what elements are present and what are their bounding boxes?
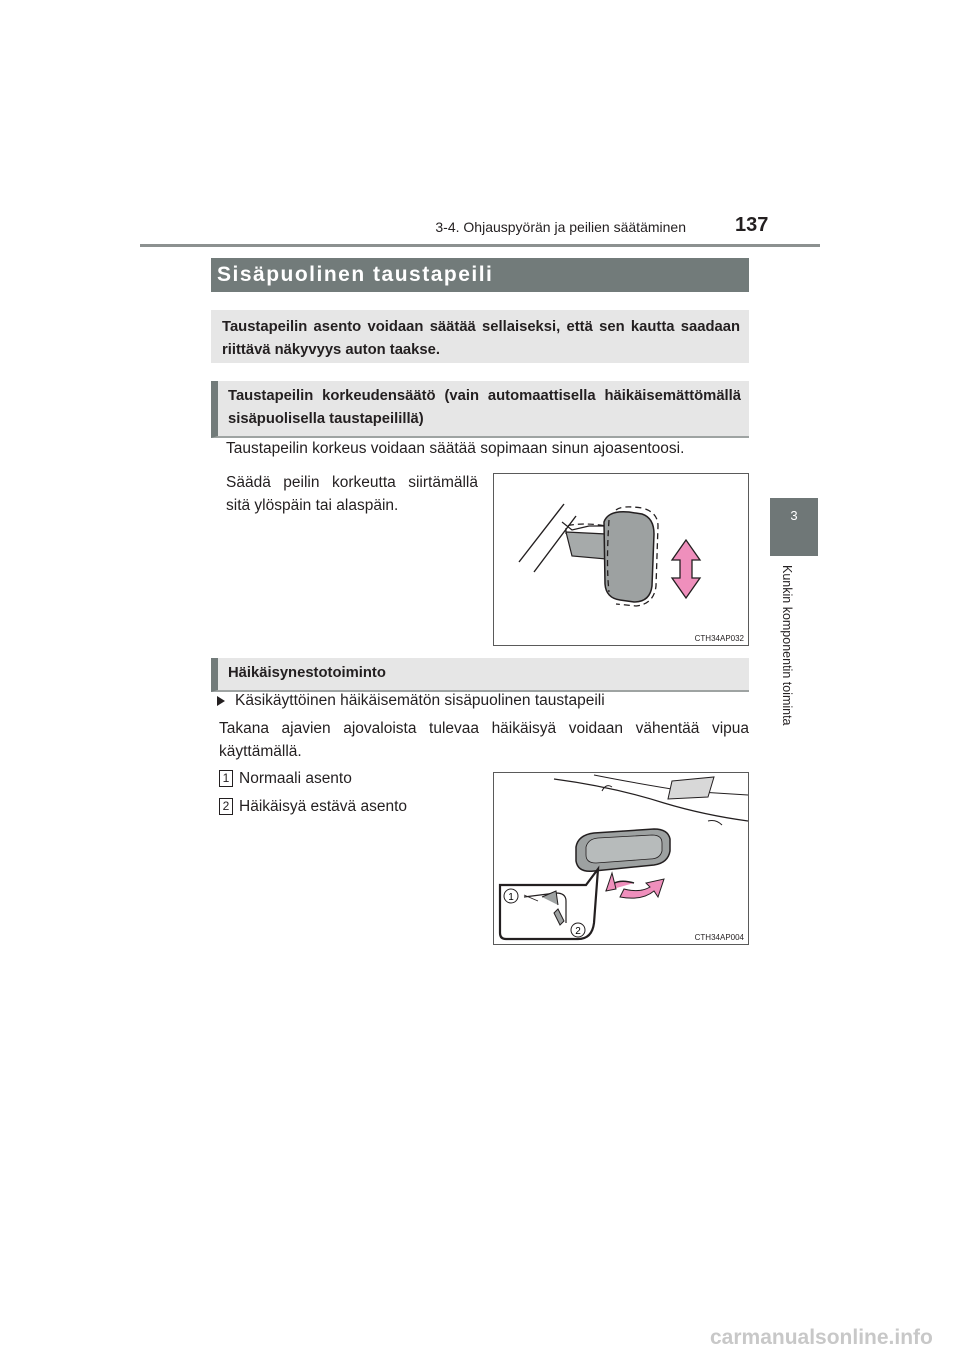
up-down-arrow-icon — [672, 540, 700, 598]
item-number: 1 — [219, 770, 233, 787]
chapter-number: 3 — [790, 508, 798, 523]
section-title: 3-4. Ohjauspyörän ja peilien säätäminen — [435, 219, 686, 235]
callout-2-label: 2 — [575, 926, 581, 937]
list-item — [219, 767, 352, 790]
height-adjust-heading: Taustapeilin korkeudensäätö (vain automaattisella häikäisemättömällä sisäpuolisella taustapeilillä) — [211, 381, 749, 438]
antiglare-text: Takana ajavien ajovaloista tulevaa häikäisyä voidaan vähentää vipua käyttämällä. — [219, 720, 749, 760]
bullet-manual-mirror — [217, 689, 749, 712]
antiglare-figure — [493, 772, 749, 945]
antiglare-heading: Häikäisynestotoiminto — [211, 658, 749, 692]
height-instruction: Säädä peilin korkeutta siirtämällä sitä ylöspäin tai alaspäin. — [226, 474, 478, 514]
height-text: Taustapeilin korkeus voidaan säätää sopimaan sinun ajoasentoosi. — [226, 440, 685, 457]
mirror-height-illustration — [494, 474, 748, 645]
item-number: 2 — [219, 798, 233, 815]
header-rule — [140, 244, 820, 247]
antiglare-illustration — [494, 773, 748, 944]
chapter-tab[interactable] — [770, 498, 818, 556]
item-label: Normaali asento — [239, 770, 352, 787]
intro-box: Taustapeilin asento voidaan säätää sellaiseksi, että sen kautta saadaan riittävä näkyvyys auton taakse. — [211, 310, 749, 363]
page-number: 137 — [735, 214, 769, 236]
bullet-text: Käsikäyttöinen häikäisemätön sisäpuolinen taustapeili — [235, 692, 605, 709]
figure-code: CTH34AP004 — [694, 933, 744, 942]
figure-code: CTH34AP032 — [694, 634, 744, 643]
mirror-height-figure — [493, 473, 749, 646]
list-item — [219, 795, 407, 818]
triangle-bullet-icon — [217, 696, 225, 706]
chapter-label: Kunkin komponentin toiminta — [780, 565, 794, 726]
callout-1-label: 1 — [508, 892, 514, 903]
watermark: carmanualsonline.info — [710, 1326, 933, 1349]
item-label: Häikäisyä estävä asento — [239, 798, 408, 815]
section-banner: Sisäpuolinen taustapeili — [211, 258, 749, 292]
